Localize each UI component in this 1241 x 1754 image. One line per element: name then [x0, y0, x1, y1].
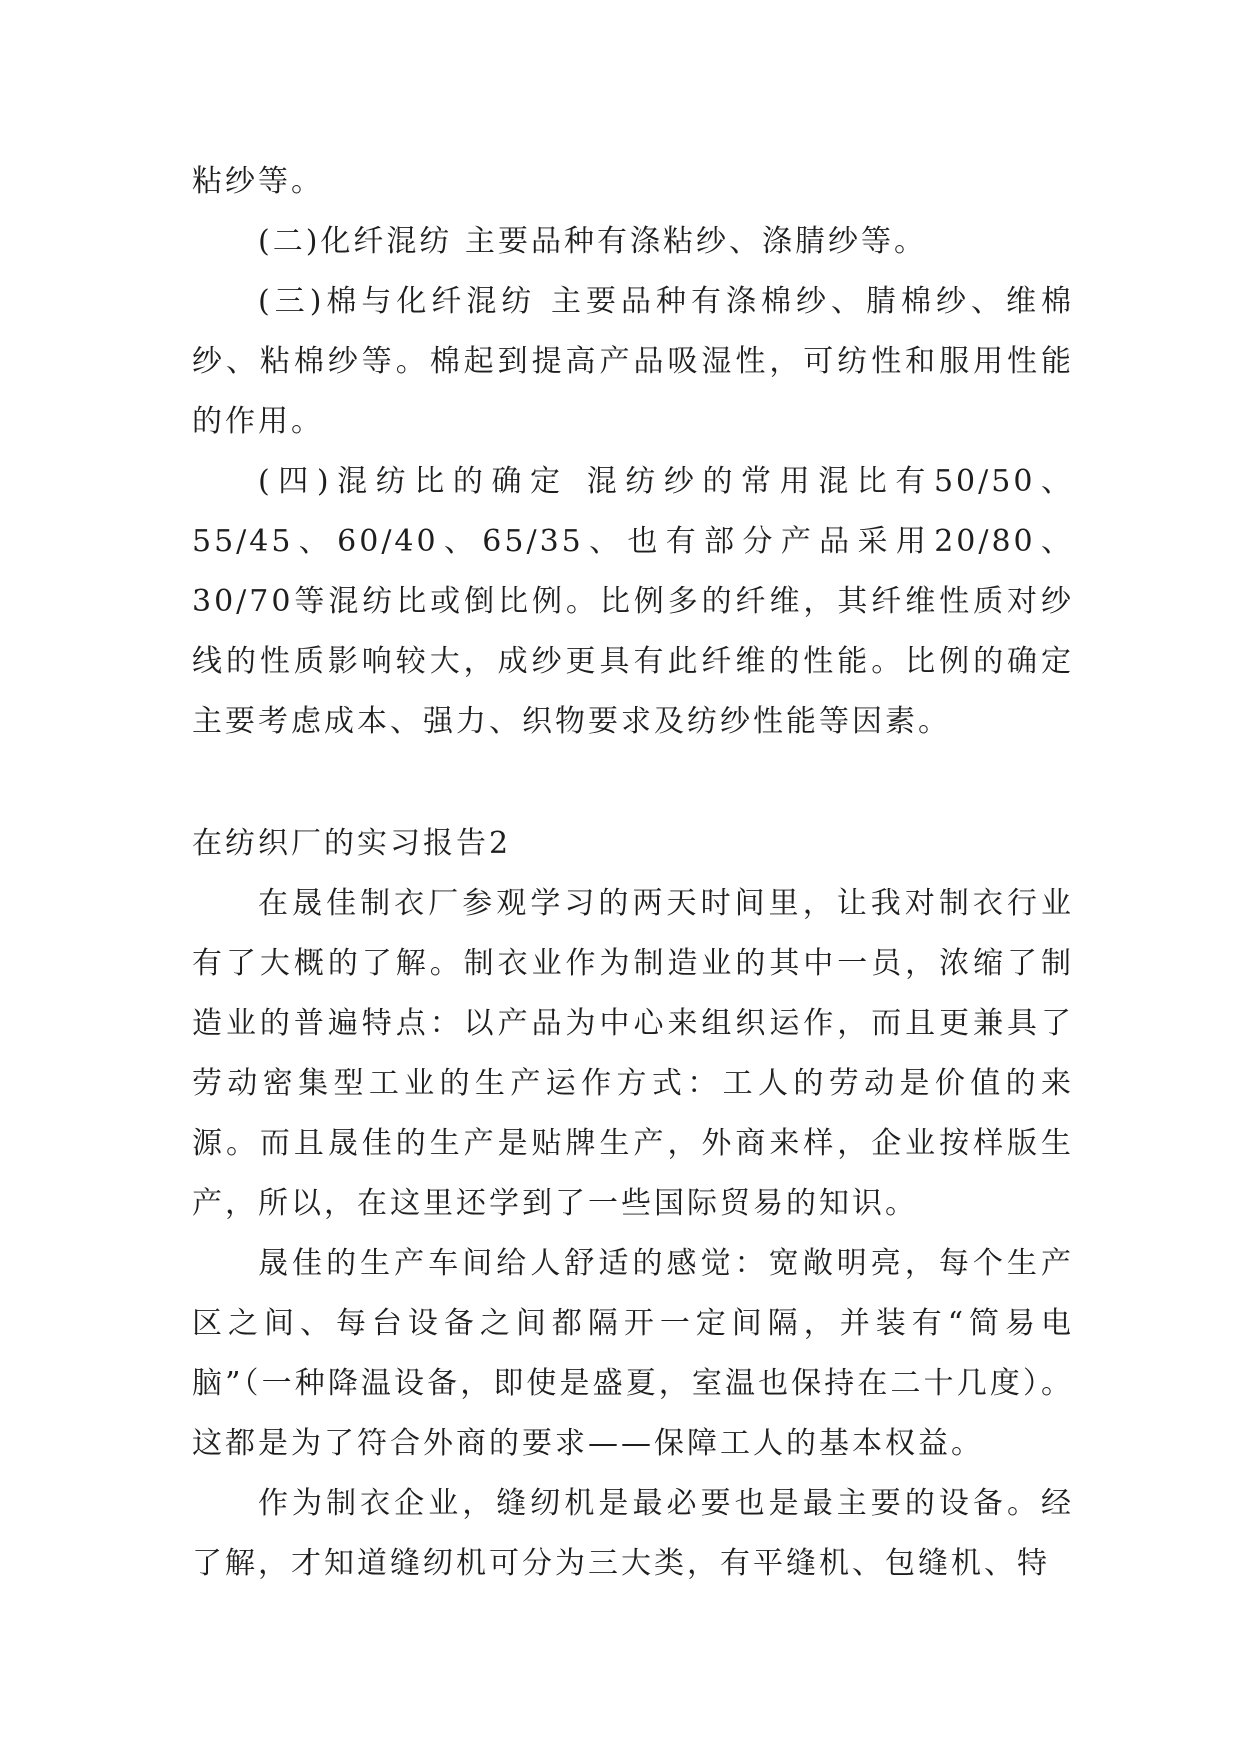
section-title: 在纺织厂的实习报告2: [192, 826, 512, 861]
paragraph-continuation: 粘纱等。: [192, 164, 324, 199]
paragraph-blend-ratio: (四)混纺比的确定 混纺纱的常用混比有50/50、55/45、60/40、65/35、也有部分产品采用20/80、30/70等混纺比或倒比例。比例多的纤维，其纤维性质对纱线的性质影响较大，成纱更具有此纤维的性能。比例的确定主要考虑成本、强力、织物要求及纺纱性能等因素。: [192, 464, 1074, 739]
document-body: [192, 152, 1074, 1594]
paragraph-blend-chemical: (二)化纤混纺 主要品种有涤粘纱、涤腈纱等。: [258, 224, 927, 259]
paragraph-blend-cotton: (三)棉与化纤混纺 主要品种有涤棉纱、腈棉纱、维棉纱、粘棉纱等。棉起到提高产品吸湿性，可纺性和服用性能的作用。: [192, 284, 1074, 439]
paragraph-sewing-machines: 作为制衣企业，缝纫机是最必要也是最主要的设备。经了解，才知道缝纫机可分为三大类，有平缝机、包缝机、特: [192, 1486, 1074, 1581]
paragraph-workshop: 晟佳的生产车间给人舒适的感觉：宽敞明亮，每个生产区之间、每台设备之间都隔开一定间隔，并装有“简易电脑”（一种降温设备，即使是盛夏，室温也保持在二十几度）。这都是为了符合外商的要求——保障工人的基本权益。: [192, 1246, 1074, 1461]
paragraph-factory-intro: 在晟佳制衣厂参观学习的两天时间里，让我对制衣行业有了大概的了解。制衣业作为制造业的其中一员，浓缩了制造业的普遍特点：以产品为中心来组织运作，而且更兼具了劳动密集型工业的生产运作方式：工人的劳动是价值的来源。而且晟佳的生产是贴牌生产，外商来样，企业按样版生产，所以，在这里还学到了一些国际贸易的知识。: [192, 886, 1074, 1221]
